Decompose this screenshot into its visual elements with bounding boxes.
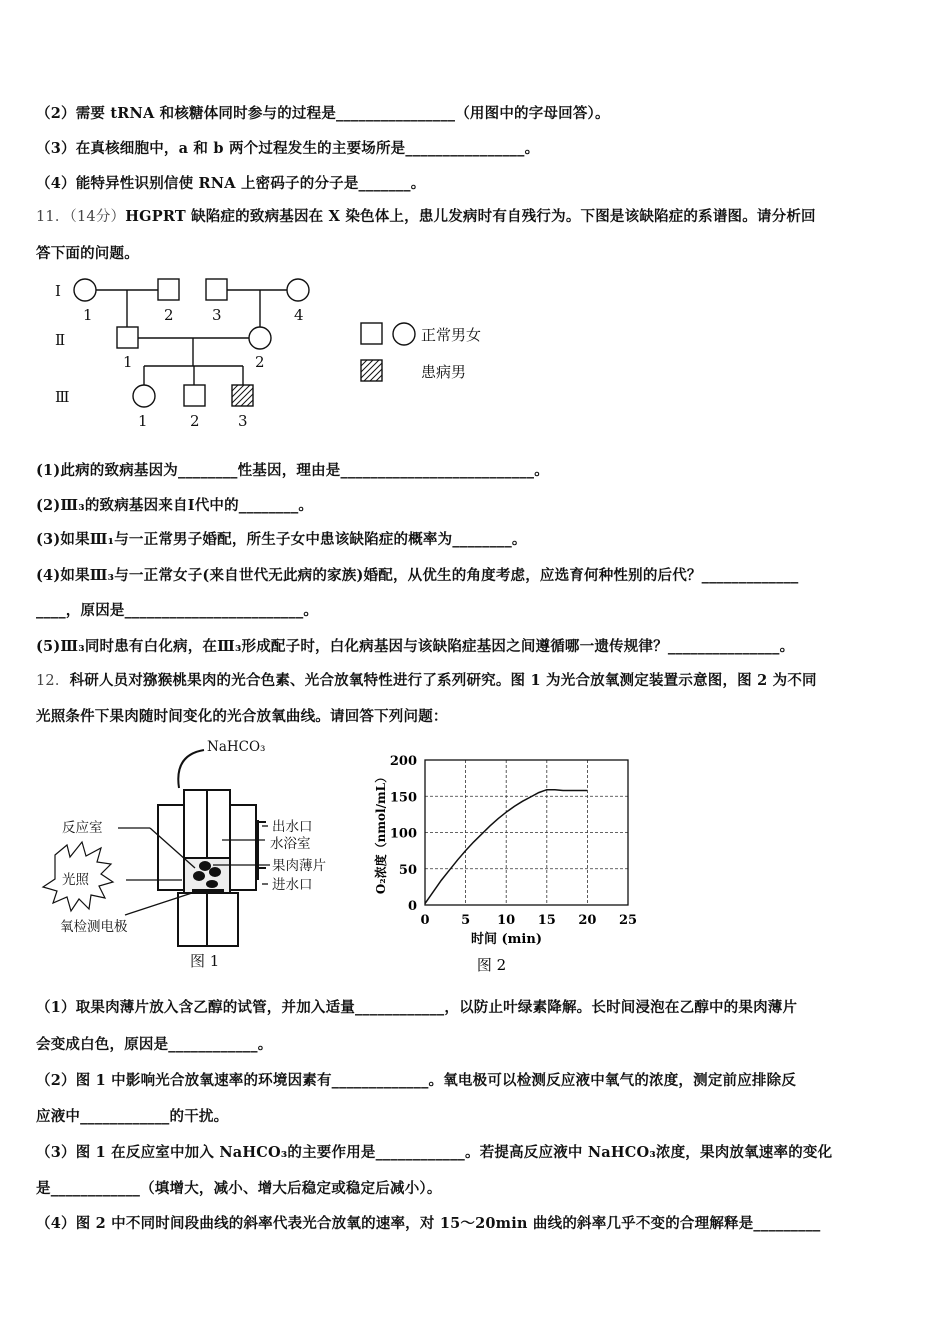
- y-axis-label: O₂浓度（nmol/mL）: [374, 770, 388, 895]
- q10-part2: （2）需要 tRNA 和核糖体同时参与的过程是________________（用图中的字母回答）。: [36, 105, 610, 122]
- x-axis-label: 时间 (min): [471, 932, 542, 947]
- q11-part3: (3)如果Ⅲ₁与一正常男子婚配，所生子女中患该缺陷症的概率为________。: [36, 531, 527, 548]
- label-nahco3: NaHCO₃: [207, 739, 266, 755]
- q11-number: 11．（14分）: [36, 209, 126, 225]
- q11-part5: (5)Ⅲ₃同时患有白化病，在Ⅲ₃形成配子时，白化病基因与该缺陷症基因之间遵循哪一遗传规律？_______________。: [36, 638, 795, 655]
- q10-part3: （3）在真核细胞中，a 和 b 两个过程发生的主要场所是________________。: [36, 140, 540, 157]
- i-2-label: 2: [164, 306, 174, 324]
- q10-part4: （4）能特异性识别信使 RNA 上密码子的分子是_______。: [36, 175, 426, 192]
- gen-label-2: Ⅱ: [55, 331, 66, 349]
- pedigree-chart: [40, 270, 500, 440]
- iii-3-label: 3: [238, 412, 248, 430]
- q11-stem: [36, 205, 816, 226]
- q12-number: 12．: [36, 673, 70, 689]
- figure-1-apparatus: [40, 735, 360, 975]
- q11-stem-line2: 答下面的问题。: [36, 245, 139, 262]
- y-tick-label: 150: [389, 790, 417, 806]
- x-tick-label: 5: [461, 913, 471, 928]
- label-water-bath: 水浴室: [270, 836, 311, 852]
- q12-part3-cont: 是____________（填增大，减小、增大后稳定或稳定后减小）。: [36, 1180, 442, 1197]
- label-water-in: 进水口: [272, 877, 313, 893]
- q12-stem-line2: 光照条件下果肉随时间变化的光合放氧曲线。请回答下列问题：: [36, 708, 448, 725]
- label-reaction-chamber: 反应室: [62, 820, 103, 836]
- q11-stem-line1: HGPRT 缺陷症的致病基因在 X 染色体上，患儿发病时有自残行为。下图是该缺陷症的系谱图。请分析回: [125, 208, 816, 225]
- figure-1-caption: 图 1: [190, 952, 220, 970]
- q12-part2: （2）图 1 中影响光合放氧速率的环境因素有_____________。氧电极可以检测反应液中氧气的浓度，测定前应排除反: [36, 1072, 797, 1089]
- q12-part3: （3）图 1 在反应室中加入 NaHCO₃的主要作用是____________。若提高反应液中 NaHCO₃浓度，果肉放氧速率的变化: [36, 1144, 833, 1161]
- q11-part4: (4)如果Ⅲ₃与一正常女子(来自世代无此病的家族)婚配，从优生的角度考虑，应选育何种性别的后代？_____________: [36, 567, 799, 584]
- q12-part2-cont: 应液中____________的干扰。: [36, 1108, 229, 1125]
- i-3-label: 3: [212, 306, 222, 324]
- q11-part2: (2)Ⅲ₃的致病基因来自Ⅰ代中的________。: [36, 497, 314, 514]
- i-1-label: 1: [83, 306, 93, 324]
- q12-part1: （1）取果肉薄片放入含乙醇的试管，并加入适量____________，以防止叶绿素降解。长时间浸泡在乙醇中的果肉薄片: [36, 999, 798, 1016]
- ii-1-label: 1: [123, 353, 133, 371]
- iii-1-label: 1: [138, 412, 148, 430]
- ii-2-label: 2: [255, 353, 265, 371]
- q11-part4-cont: ____，原因是________________________。: [36, 602, 319, 619]
- gen-label-3: Ⅲ: [55, 388, 70, 406]
- x-tick-label: 10: [497, 913, 516, 928]
- q11-part1: (1)此病的致病基因为________性基因，理由是__________________________。: [36, 462, 549, 479]
- y-tick-label: 100: [389, 826, 417, 842]
- i-4-label: 4: [294, 306, 304, 324]
- y-tick-label: 50: [398, 862, 417, 878]
- q12-stem-line1: 科研人员对猕猴桃果肉的光合色素、光合放氧特性进行了系列研究。图 1 为光合放氧测定装置示意图，图 2 为不同: [69, 672, 817, 689]
- label-fruit-slice: 果肉薄片: [272, 858, 326, 874]
- label-light: 光照: [62, 872, 89, 888]
- q12-stem: [36, 669, 817, 690]
- label-electrode: 氧检测电极: [60, 919, 128, 935]
- figure-2-caption: 图 2: [476, 956, 507, 974]
- x-tick-label: 20: [578, 913, 597, 928]
- q12-part1-cont: 会变成白色，原因是____________。: [36, 1036, 273, 1053]
- x-tick-label: 0: [420, 913, 430, 928]
- legend-normal: 正常男女: [421, 326, 482, 344]
- x-tick-label: 15: [537, 913, 556, 928]
- y-tick-label: 0: [407, 899, 417, 914]
- q12-part4: （4）图 2 中不同时间段曲线的斜率代表光合放氧的速率，对 15～20min 曲线的斜率几乎不变的合理解释是_________: [36, 1215, 821, 1232]
- x-tick-label: 25: [618, 913, 638, 928]
- gen-label-1: Ⅰ: [55, 282, 61, 300]
- y-tick-label: 200: [389, 754, 417, 769]
- label-water-out: 出水口: [272, 819, 313, 835]
- figure-2-chart: [360, 740, 680, 975]
- iii-2-label: 2: [190, 412, 200, 430]
- legend-affected: 患病男: [421, 363, 467, 381]
